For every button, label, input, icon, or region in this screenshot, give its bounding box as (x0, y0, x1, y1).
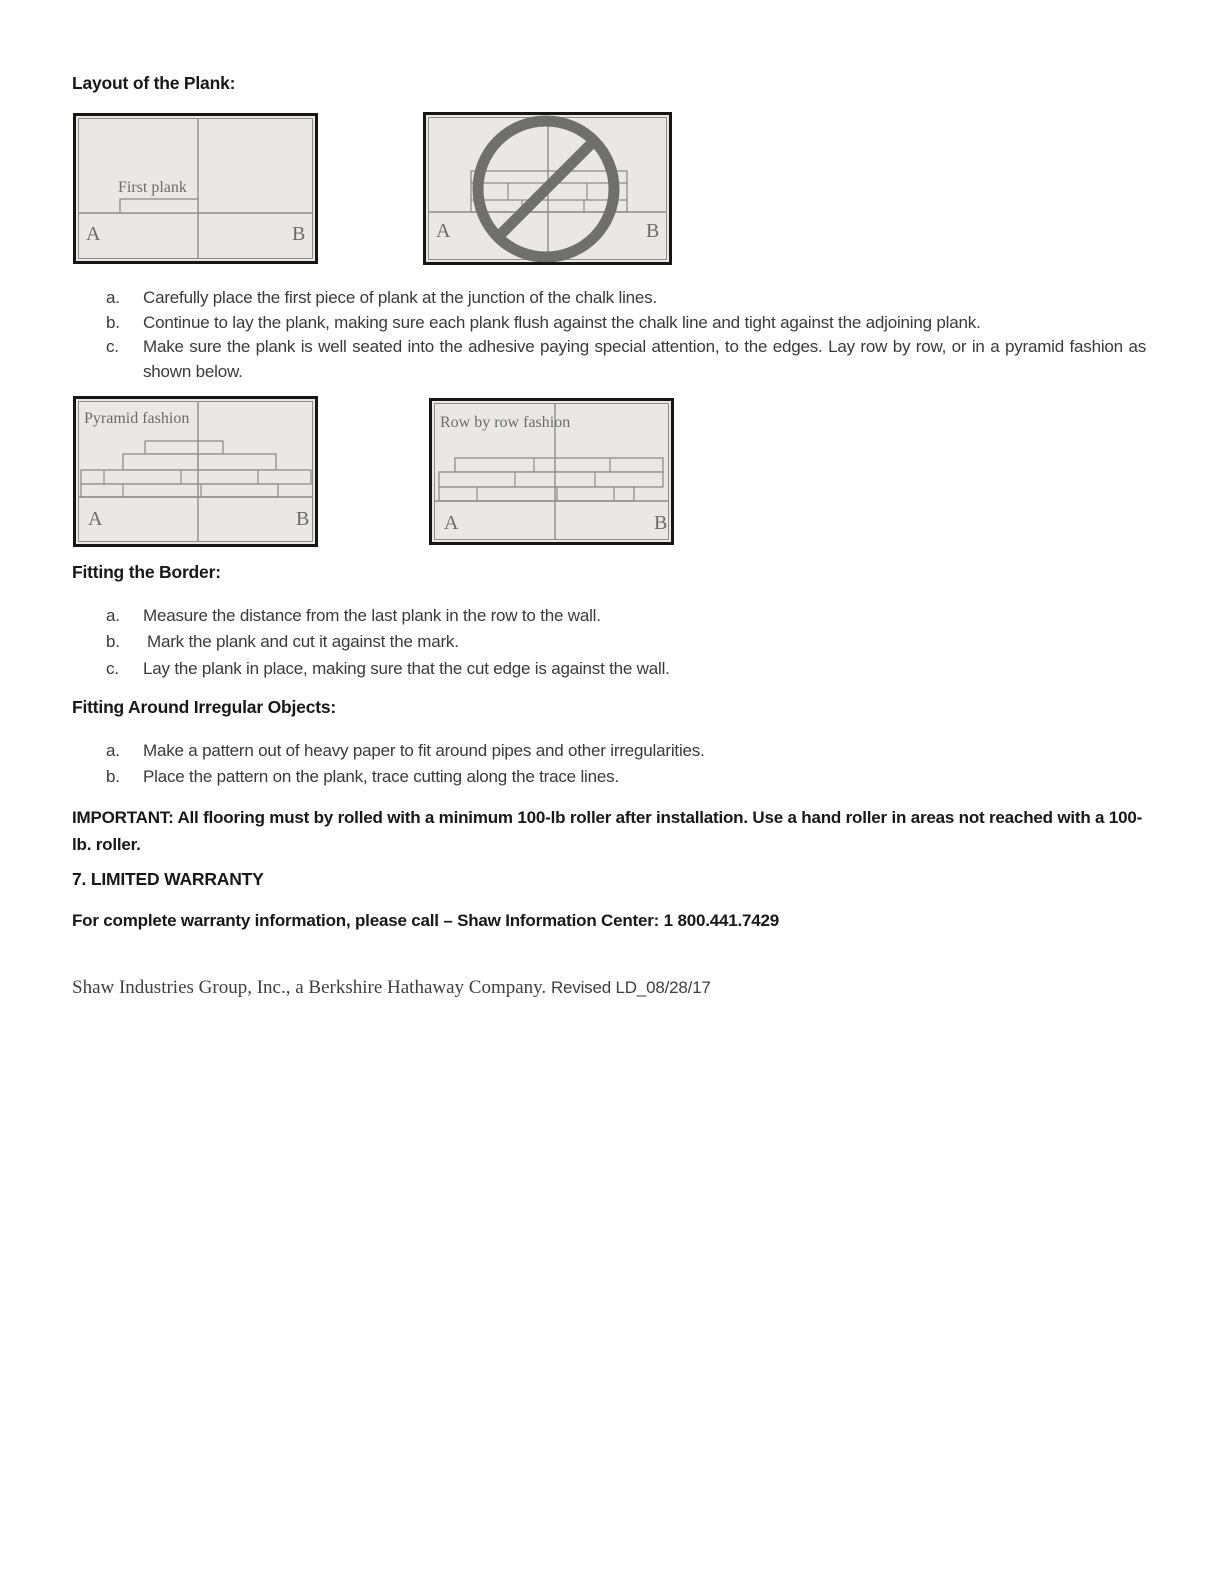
corner-b-label: B (292, 223, 306, 245)
footer (72, 977, 711, 999)
list-item (106, 335, 1152, 384)
corner-a-label: A (444, 512, 459, 534)
corner-a-label: A (86, 223, 101, 245)
warranty-heading: 7. LIMITED WARRANTY (72, 869, 264, 889)
list-marker: c. (106, 658, 119, 678)
list-text: Place the pattern on the plank, trace cutting along the trace lines. (143, 767, 619, 787)
plank-steps-list (106, 286, 1152, 384)
plank-rect (455, 458, 663, 472)
footer-company-text: Shaw Industries Group, Inc., a Berkshire Hathaway Company. (72, 977, 551, 998)
list-item (106, 286, 1152, 311)
first-plank-rect (120, 199, 198, 213)
list-marker: b. (106, 312, 120, 332)
list-text: Carefully place the first piece of plank at the junction of the chalk lines. (143, 288, 657, 307)
list-text: Make sure the plank is well seated into the adhesive paying special attention, to the edges. Lay row by row, or in a pyramid fashion as shown below. (143, 337, 1146, 381)
list-item (106, 764, 1152, 790)
list-marker: b. (106, 767, 120, 787)
prohibited-layout-sketch (426, 115, 669, 262)
list-text: Continue to lay the plank, making sure each plank flush against the chalk line and tight against the adjoining plank. (143, 312, 981, 332)
inner-border (79, 119, 313, 259)
irregular-heading: Fitting Around Irregular Objects: (72, 697, 337, 717)
list-marker: a. (106, 288, 120, 307)
list-text: Make a pattern out of heavy paper to fit around pipes and other irregularities. (143, 741, 705, 760)
important-note: IMPORTANT: All flooring must by rolled with a minimum 100-lb roller after installation. Use a hand roller in areas not reached with a 100-lb. roller. (72, 808, 1143, 854)
list-item (106, 629, 1152, 655)
pyramid-fashion-sketch (76, 399, 315, 544)
plank-rect (145, 441, 223, 454)
layout-heading: Layout of the Plank: (72, 73, 236, 93)
row-by-row-diagram (429, 398, 674, 545)
list-marker: c. (106, 337, 119, 357)
first-plank-diagram (73, 113, 318, 264)
border-heading: Fitting the Border: (72, 562, 221, 582)
list-text: Measure the distance from the last plank in the row to the wall. (143, 606, 601, 625)
corner-b-label: B (646, 220, 660, 242)
footer-revision-text: Revised LD_08/28/17 (550, 978, 711, 997)
row-by-row-sketch (432, 401, 671, 542)
list-item (106, 311, 1152, 336)
pyramid-fashion-diagram (73, 396, 318, 547)
irregular-steps-list (106, 738, 1152, 791)
corner-b-label: B (654, 512, 668, 534)
list-marker: a. (106, 741, 120, 760)
plank-rect (439, 487, 634, 501)
list-text: Lay the plank in place, making sure that the cut edge is against the wall. (143, 658, 670, 678)
first-plank-label: First plank (118, 179, 187, 196)
first-plank-sketch (76, 116, 315, 261)
list-item (106, 603, 1152, 629)
list-text: Mark the plank and cut it against the mark. (147, 632, 459, 652)
prohibited-layout-diagram (423, 112, 672, 265)
plank-rect (81, 470, 311, 484)
list-marker: a. (106, 606, 120, 625)
warranty-info-line: For complete warranty information, please call – Shaw Information Center: 1 800.441.7429 (72, 911, 780, 930)
pyramid-fashion-label: Pyramid fashion (84, 410, 190, 427)
corner-a-label: A (436, 220, 451, 242)
list-item (106, 738, 1152, 764)
row-by-row-label: Row by row fashion (440, 414, 571, 431)
plank-rect (123, 454, 276, 470)
corner-a-label: A (88, 508, 103, 530)
plank-rect (439, 472, 663, 487)
corner-b-label: B (296, 508, 310, 530)
list-marker: b. (106, 632, 120, 652)
list-item (106, 656, 1152, 682)
plank-rect (81, 484, 278, 497)
border-steps-list (106, 603, 1152, 682)
